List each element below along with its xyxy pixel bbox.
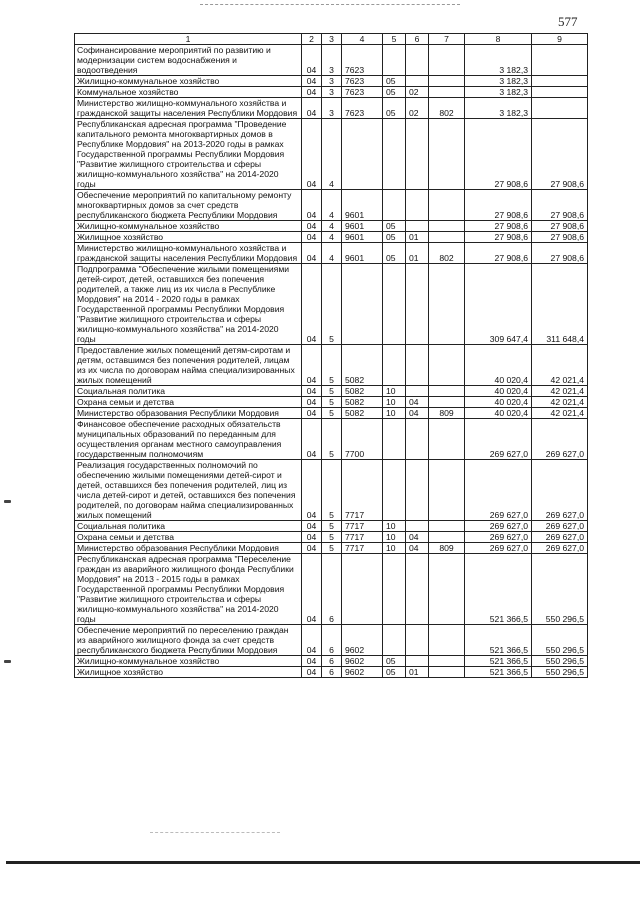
cell-amount-1: 27 908,6 xyxy=(465,119,532,190)
column-header: 3 xyxy=(322,34,342,45)
cell-amount-2: 550 296,5 xyxy=(532,554,588,625)
cell-code: 9601 xyxy=(342,190,383,221)
cell-amount-2: 42 021,4 xyxy=(532,386,588,397)
cell-ministry xyxy=(429,264,465,345)
cell-chapter: 05 xyxy=(383,667,406,678)
cell-chapter xyxy=(383,190,406,221)
table-row xyxy=(75,397,588,408)
cell-chapter: 05 xyxy=(383,656,406,667)
row-name: Софинансирование мероприятий по развитию и модернизации систем водоснабжения и водоотведения xyxy=(75,45,302,76)
cell-code: 7700 xyxy=(342,419,383,460)
cell-amount-2: 27 908,6 xyxy=(532,119,588,190)
cell-subchapter xyxy=(406,419,429,460)
cell-subprogram: 4 xyxy=(322,243,342,264)
cell-amount-1: 3 182,3 xyxy=(465,76,532,87)
cell-ministry xyxy=(429,521,465,532)
cell-section: 04 xyxy=(302,532,322,543)
page-bottom-rule xyxy=(6,861,640,864)
table-row xyxy=(75,408,588,419)
column-header: 2 xyxy=(302,34,322,45)
cell-subchapter xyxy=(406,264,429,345)
cell-code: 7717 xyxy=(342,460,383,521)
cell-amount-2: 42 021,4 xyxy=(532,345,588,386)
cell-subprogram: 6 xyxy=(322,625,342,656)
cell-amount-1: 27 908,6 xyxy=(465,243,532,264)
cell-amount-1: 521 366,5 xyxy=(465,625,532,656)
cell-ministry: 802 xyxy=(429,98,465,119)
table-row xyxy=(75,460,588,521)
cell-section: 04 xyxy=(302,76,322,87)
column-header: 7 xyxy=(429,34,465,45)
cell-code: 5082 xyxy=(342,397,383,408)
cell-subprogram: 6 xyxy=(322,554,342,625)
cell-section: 04 xyxy=(302,543,322,554)
cell-amount-1: 40 020,4 xyxy=(465,408,532,419)
cell-section: 04 xyxy=(302,521,322,532)
cell-amount-1: 27 908,6 xyxy=(465,221,532,232)
cell-subprogram: 5 xyxy=(322,460,342,521)
cell-ministry xyxy=(429,532,465,543)
cell-subchapter xyxy=(406,521,429,532)
cell-amount-1: 40 020,4 xyxy=(465,345,532,386)
cell-ministry xyxy=(429,87,465,98)
table-row xyxy=(75,76,588,87)
cell-subchapter xyxy=(406,76,429,87)
row-name: Министерство жилищно-коммунального хозяйства и гражданской защиты населения Республики Мордовия xyxy=(75,98,302,119)
cell-amount-1: 521 366,5 xyxy=(465,554,532,625)
cell-ministry xyxy=(429,554,465,625)
cell-subprogram: 5 xyxy=(322,419,342,460)
cell-amount-2: 550 296,5 xyxy=(532,656,588,667)
column-header: 6 xyxy=(406,34,429,45)
cell-subprogram: 3 xyxy=(322,45,342,76)
cell-chapter: 05 xyxy=(383,243,406,264)
cell-amount-1: 521 366,5 xyxy=(465,667,532,678)
cell-ministry xyxy=(429,45,465,76)
cell-section: 04 xyxy=(302,87,322,98)
column-header: 9 xyxy=(532,34,588,45)
cell-chapter: 10 xyxy=(383,543,406,554)
cell-subchapter xyxy=(406,386,429,397)
cell-subprogram: 5 xyxy=(322,543,342,554)
table-row xyxy=(75,87,588,98)
cell-code: 7623 xyxy=(342,87,383,98)
column-header: 8 xyxy=(465,34,532,45)
cell-chapter: 05 xyxy=(383,76,406,87)
cell-subchapter xyxy=(406,656,429,667)
row-name: Финансовое обеспечение расходных обязательств муниципальных образований по переданным для осуществления органам местного самоуправления государственным полномочиям xyxy=(75,419,302,460)
row-name: Жилищно-коммунальное хозяйство xyxy=(75,656,302,667)
cell-code: 7717 xyxy=(342,532,383,543)
cell-amount-1: 269 627,0 xyxy=(465,460,532,521)
table-row xyxy=(75,221,588,232)
cell-section: 04 xyxy=(302,554,322,625)
row-name: Обеспечение мероприятий по капитальному ремонту многоквартирных домов за счет средств республиканского бюджета Республики Мордовия xyxy=(75,190,302,221)
cell-code xyxy=(342,119,383,190)
cell-ministry xyxy=(429,386,465,397)
cell-section: 04 xyxy=(302,232,322,243)
cell-chapter: 05 xyxy=(383,232,406,243)
cell-section: 04 xyxy=(302,656,322,667)
cell-code: 9602 xyxy=(342,625,383,656)
cell-code xyxy=(342,554,383,625)
cell-ministry xyxy=(429,460,465,521)
row-name: Подпрограмма "Обеспечение жилыми помещениями детей-сирот, детей, оставшихся без попечения родителей, а также лиц из их числа в Республике Мордовия" на 2014 - 2020 годы в рамках Государственной программы Республики Мордовия "Развитие жилищного строительства и сферы жилищно-коммунального хозяйства" на 2014-2020 годы xyxy=(75,264,302,345)
cell-amount-1: 27 908,6 xyxy=(465,190,532,221)
row-name: Жилищно-коммунальное хозяйство xyxy=(75,221,302,232)
margin-mark xyxy=(4,660,11,663)
table-row xyxy=(75,543,588,554)
bottom-dash-mark xyxy=(150,832,280,833)
cell-ministry: 809 xyxy=(429,543,465,554)
cell-subprogram: 3 xyxy=(322,87,342,98)
cell-amount-1: 3 182,3 xyxy=(465,45,532,76)
cell-subprogram: 5 xyxy=(322,386,342,397)
cell-chapter xyxy=(383,45,406,76)
cell-ministry xyxy=(429,667,465,678)
cell-section: 04 xyxy=(302,625,322,656)
cell-code: 7623 xyxy=(342,98,383,119)
table-header-row xyxy=(75,34,588,45)
cell-amount-2: 269 627,0 xyxy=(532,460,588,521)
cell-chapter xyxy=(383,625,406,656)
cell-ministry xyxy=(429,119,465,190)
cell-subchapter xyxy=(406,190,429,221)
cell-subchapter xyxy=(406,45,429,76)
cell-amount-1: 40 020,4 xyxy=(465,397,532,408)
cell-amount-2: 42 021,4 xyxy=(532,408,588,419)
table-row xyxy=(75,345,588,386)
cell-section: 04 xyxy=(302,243,322,264)
table-row xyxy=(75,119,588,190)
table-row xyxy=(75,656,588,667)
cell-chapter xyxy=(383,460,406,521)
cell-code xyxy=(342,264,383,345)
cell-amount-2: 27 908,6 xyxy=(532,190,588,221)
cell-subchapter: 01 xyxy=(406,243,429,264)
cell-section: 04 xyxy=(302,419,322,460)
row-name: Жилищное хозяйство xyxy=(75,667,302,678)
cell-subchapter: 02 xyxy=(406,98,429,119)
cell-section: 04 xyxy=(302,221,322,232)
cell-subprogram: 4 xyxy=(322,190,342,221)
cell-amount-1: 269 627,0 xyxy=(465,532,532,543)
cell-chapter xyxy=(383,345,406,386)
cell-amount-2: 42 021,4 xyxy=(532,397,588,408)
cell-chapter: 10 xyxy=(383,397,406,408)
cell-chapter: 10 xyxy=(383,408,406,419)
margin-mark xyxy=(4,500,11,503)
cell-subchapter: 01 xyxy=(406,667,429,678)
cell-chapter xyxy=(383,119,406,190)
cell-amount-2 xyxy=(532,98,588,119)
cell-chapter xyxy=(383,264,406,345)
cell-subprogram: 3 xyxy=(322,76,342,87)
cell-amount-1: 269 627,0 xyxy=(465,419,532,460)
row-name: Коммунальное хозяйство xyxy=(75,87,302,98)
table-row xyxy=(75,625,588,656)
row-name: Охрана семьи и детства xyxy=(75,397,302,408)
row-name: Республиканская адресная программа "Переселение граждан из аварийного жилищного фонда Республики Мордовия" на 2013 - 2015 годы в рамках Государственной программы Республики Мордовия "Развитие жилищного строительства и сферы жилищно-коммунального хозяйства" на 2014-2020 годы xyxy=(75,554,302,625)
table-row xyxy=(75,98,588,119)
cell-subchapter xyxy=(406,460,429,521)
row-name: Министерство образования Республики Мордовия xyxy=(75,408,302,419)
cell-section: 04 xyxy=(302,460,322,521)
row-name: Республиканская адресная программа "Проведение капитального ремонта многоквартирных домов в Республике Мордовия" на 2013-2020 годы в рамках Государственной программы Республики Мордовия "Развитие жилищного строительства и сферы жилищно-коммунального хозяйства" на 2014-2020 годы xyxy=(75,119,302,190)
column-header: 5 xyxy=(383,34,406,45)
row-name: Социальная политика xyxy=(75,386,302,397)
table-row xyxy=(75,45,588,76)
cell-code: 5082 xyxy=(342,345,383,386)
cell-chapter: 05 xyxy=(383,221,406,232)
cell-amount-2: 550 296,5 xyxy=(532,667,588,678)
top-edge-line xyxy=(200,4,460,5)
table-row xyxy=(75,386,588,397)
cell-ministry xyxy=(429,221,465,232)
cell-subchapter: 02 xyxy=(406,87,429,98)
table-row xyxy=(75,521,588,532)
page-number: 577 xyxy=(558,14,578,29)
cell-amount-2: 269 627,0 xyxy=(532,532,588,543)
cell-subprogram: 4 xyxy=(322,119,342,190)
cell-section: 04 xyxy=(302,667,322,678)
row-name: Реализация государственных полномочий по обеспечению жилыми помещениями детей-сирот и детей, оставшихся без попечения родителей, лиц из числа детей-сирот и детей, оставшихся без попечения родителей, по договорам найма специализированных жилых помещений xyxy=(75,460,302,521)
cell-amount-1: 269 627,0 xyxy=(465,521,532,532)
cell-section: 04 xyxy=(302,345,322,386)
cell-chapter xyxy=(383,419,406,460)
cell-chapter: 10 xyxy=(383,532,406,543)
cell-subprogram: 6 xyxy=(322,656,342,667)
table-row xyxy=(75,190,588,221)
cell-subchapter: 04 xyxy=(406,543,429,554)
cell-code: 9602 xyxy=(342,656,383,667)
cell-chapter: 10 xyxy=(383,521,406,532)
cell-amount-1: 269 627,0 xyxy=(465,543,532,554)
cell-ministry xyxy=(429,76,465,87)
row-name: Жилищное хозяйство xyxy=(75,232,302,243)
cell-code: 7717 xyxy=(342,543,383,554)
cell-subprogram: 5 xyxy=(322,521,342,532)
cell-section: 04 xyxy=(302,386,322,397)
cell-section: 04 xyxy=(302,45,322,76)
cell-code: 5082 xyxy=(342,408,383,419)
cell-ministry xyxy=(429,625,465,656)
cell-amount-2 xyxy=(532,45,588,76)
cell-amount-2 xyxy=(532,87,588,98)
cell-amount-2: 269 627,0 xyxy=(532,419,588,460)
cell-subchapter: 04 xyxy=(406,408,429,419)
cell-subprogram: 5 xyxy=(322,532,342,543)
cell-ministry xyxy=(429,419,465,460)
cell-amount-2: 311 648,4 xyxy=(532,264,588,345)
cell-amount-1: 3 182,3 xyxy=(465,87,532,98)
cell-amount-1: 521 366,5 xyxy=(465,656,532,667)
cell-code: 9601 xyxy=(342,243,383,264)
table-row xyxy=(75,554,588,625)
table-row xyxy=(75,232,588,243)
row-name: Жилищно-коммунальное хозяйство xyxy=(75,76,302,87)
cell-subprogram: 5 xyxy=(322,397,342,408)
table-row xyxy=(75,667,588,678)
cell-ministry xyxy=(429,656,465,667)
cell-section: 04 xyxy=(302,98,322,119)
row-name: Социальная политика xyxy=(75,521,302,532)
cell-amount-1: 309 647,4 xyxy=(465,264,532,345)
cell-amount-2: 550 296,5 xyxy=(532,625,588,656)
cell-section: 04 xyxy=(302,264,322,345)
cell-ministry xyxy=(429,232,465,243)
table-row xyxy=(75,264,588,345)
cell-subchapter: 01 xyxy=(406,232,429,243)
cell-amount-1: 40 020,4 xyxy=(465,386,532,397)
cell-chapter: 05 xyxy=(383,98,406,119)
cell-ministry xyxy=(429,397,465,408)
cell-subchapter xyxy=(406,625,429,656)
cell-subchapter: 04 xyxy=(406,532,429,543)
cell-subprogram: 4 xyxy=(322,232,342,243)
cell-subchapter xyxy=(406,345,429,386)
cell-chapter xyxy=(383,554,406,625)
cell-subprogram: 5 xyxy=(322,264,342,345)
cell-code: 5082 xyxy=(342,386,383,397)
cell-subprogram: 5 xyxy=(322,345,342,386)
table-row xyxy=(75,243,588,264)
row-name: Обеспечение мероприятий по переселению граждан из аварийного жилищного фонда за счет средств республиканского бюджета Республики Мордовия xyxy=(75,625,302,656)
cell-section: 04 xyxy=(302,397,322,408)
table-row xyxy=(75,532,588,543)
cell-amount-1: 3 182,3 xyxy=(465,98,532,119)
cell-subprogram: 4 xyxy=(322,221,342,232)
cell-amount-2 xyxy=(532,76,588,87)
cell-subprogram: 5 xyxy=(322,408,342,419)
cell-amount-2: 269 627,0 xyxy=(532,521,588,532)
cell-code: 7623 xyxy=(342,45,383,76)
cell-subchapter xyxy=(406,119,429,190)
cell-subprogram: 3 xyxy=(322,98,342,119)
cell-amount-2: 27 908,6 xyxy=(532,221,588,232)
column-header: 4 xyxy=(342,34,383,45)
row-name: Предоставление жилых помещений детям-сиротам и детям, оставшимся без попечения родителей, лицам из их числа по договорам найма специализированных жилых помещений xyxy=(75,345,302,386)
cell-section: 04 xyxy=(302,190,322,221)
cell-chapter: 10 xyxy=(383,386,406,397)
row-name: Охрана семьи и детства xyxy=(75,532,302,543)
cell-code: 7717 xyxy=(342,521,383,532)
cell-chapter: 05 xyxy=(383,87,406,98)
cell-subprogram: 6 xyxy=(322,667,342,678)
cell-section: 04 xyxy=(302,408,322,419)
cell-ministry: 809 xyxy=(429,408,465,419)
cell-ministry xyxy=(429,190,465,221)
cell-subchapter xyxy=(406,221,429,232)
cell-amount-2: 27 908,6 xyxy=(532,232,588,243)
cell-section: 04 xyxy=(302,119,322,190)
budget-table xyxy=(74,33,588,678)
cell-code: 9601 xyxy=(342,232,383,243)
row-name: Министерство образования Республики Мордовия xyxy=(75,543,302,554)
cell-ministry: 802 xyxy=(429,243,465,264)
row-name: Министерство жилищно-коммунального хозяйства и гражданской защиты населения Республики Мордовия xyxy=(75,243,302,264)
cell-code: 9602 xyxy=(342,667,383,678)
column-header: 1 xyxy=(75,34,302,45)
cell-code: 9601 xyxy=(342,221,383,232)
cell-subchapter: 04 xyxy=(406,397,429,408)
cell-subchapter xyxy=(406,554,429,625)
table-row xyxy=(75,419,588,460)
cell-ministry xyxy=(429,345,465,386)
cell-code: 7623 xyxy=(342,76,383,87)
cell-amount-2: 27 908,6 xyxy=(532,243,588,264)
cell-amount-2: 269 627,0 xyxy=(532,543,588,554)
cell-amount-1: 27 908,6 xyxy=(465,232,532,243)
